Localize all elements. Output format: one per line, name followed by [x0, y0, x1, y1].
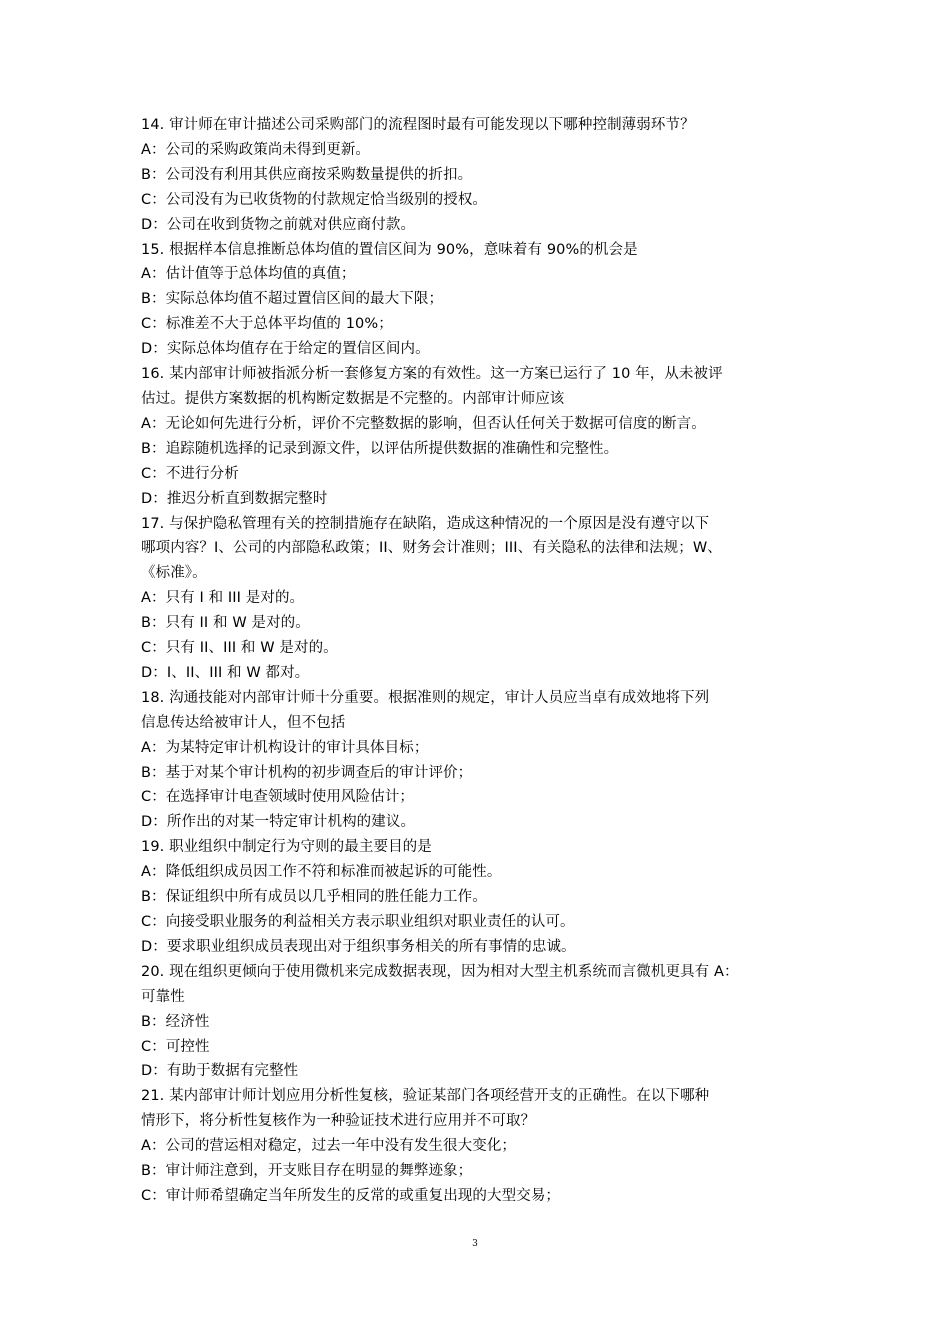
text-line: 20. 现在组织更倾向于使用微机来完成数据表现，因为相对大型主机系统而言微机更具有 A： — [141, 963, 739, 980]
text-line: A：降低组织成员因工作不符和标准而被起诉的可能性。 — [141, 864, 502, 881]
text-line: B：基于对某个审计机构的初步调查后的审计评价； — [141, 764, 473, 781]
text-line: A：为某特定审计机构设计的审计具体目标； — [141, 739, 429, 756]
text-line: B：只有 II 和 W 是对的。 — [141, 615, 310, 632]
text-line: A：无论如何先进行分析，评价不完整数据的影响，但否认任何关于数据可信度的断言。 — [141, 415, 706, 432]
text-line: 15. 根据样本信息推断总体均值的置信区间为 90%，意味着有 90%的机会是 — [141, 241, 638, 258]
text-line: 17. 与保护隐私管理有关的控制措施存在缺陷，造成这种情况的一个原因是没有遵守以下 — [141, 515, 710, 532]
text-line: A：公司的营运相对稳定，过去一年中没有发生很大变化； — [141, 1138, 517, 1155]
question-text-block — [141, 113, 822, 1209]
text-line: 14. 审计师在审计描述公司采购部门的流程图时最有可能发现以下哪种控制薄弱环节？ — [141, 117, 695, 133]
text-line: 18. 沟通技能对内部审计师十分重要。根据准则的规定，审计人员应当卓有成效地将下列 — [141, 689, 710, 706]
text-line: 情形下，将分析性复核作为一种验证技术进行应用并不可取？ — [141, 1113, 536, 1130]
text-line: B：追踪随机选择的记录到源文件，以评估所提供数据的准确性和完整性。 — [141, 440, 619, 457]
text-line: 信息传达给被审计人，但不包括 — [141, 714, 346, 731]
text-line: D：所作出的对某一特定审计机构的建议。 — [141, 814, 416, 831]
text-line: A：只有 I 和 III 是对的。 — [141, 590, 305, 607]
text-line: 16. 某内部审计师被指派分析一套修复方案的有效性。这一方案已运行了 10 年，从未被评 — [141, 366, 723, 383]
text-line: C：不进行分析 — [141, 465, 239, 482]
text-line: A：估计值等于总体均值的真值； — [141, 266, 356, 283]
page-number: 3 — [472, 1239, 478, 1249]
text-line: C：在选择审计电查领域时使用风险估计； — [141, 789, 415, 806]
text-line: D：有助于数据有完整性 — [141, 1063, 299, 1080]
text-line: 估过。提供方案数据的机构断定数据是不完整的。内部审计师应该 — [141, 390, 565, 407]
text-line: 21. 某内部审计师计划应用分析性复核，验证某部门各项经营开支的正确性。在以下哪种 — [141, 1088, 710, 1105]
text-line: D：I、II、III 和 W 都对。 — [141, 664, 310, 681]
text-line: C：只有 II、III 和 W 是对的。 — [141, 640, 338, 657]
text-line: D：要求职业组织成员表现出对于组织事务相关的所有事情的忠诚。 — [141, 938, 576, 955]
text-line: 19. 职业组织中制定行为守则的最主要目的是 — [141, 839, 432, 856]
text-line: B：实际总体均值不超过置信区间的最大下限； — [141, 291, 444, 308]
text-line: D：推迟分析直到数据完整时 — [141, 490, 328, 507]
text-line: 哪项内容？I、公司的内部隐私政策；II、财务会计准则；III、有关隐私的法律和法规；W、 — [141, 540, 722, 557]
text-line: D：实际总体均值存在于给定的置信区间内。 — [141, 341, 430, 358]
text-line: C：可控性 — [141, 1038, 210, 1055]
text-line: C：向接受职业服务的利益相关方表示职业组织对职业责任的认可。 — [141, 914, 575, 930]
text-line: B：经济性 — [141, 1013, 210, 1030]
text-line: C：审计师希望确定当年所发生的反常的或重复出现的大型交易； — [141, 1187, 561, 1204]
text-line: 《标准》。 — [141, 565, 207, 582]
text-line: 可靠性 — [141, 988, 185, 1005]
text-line: C：公司没有为已收货物的付款规定恰当级别的授权。 — [141, 191, 488, 208]
text-line: A：公司的采购政策尚未得到更新。 — [141, 141, 371, 158]
text-line: D：公司在收到货物之前就对供应商付款。 — [141, 216, 416, 233]
text-line: B：审计师注意到，开支账目存在明显的舞弊迹象； — [141, 1163, 473, 1180]
text-line: B：保证组织中所有成员以几乎相同的胜任能力工作。 — [141, 889, 487, 906]
text-line: C：标准差不大于总体平均值的 10%； — [141, 316, 393, 333]
text-line: B：公司没有利用其供应商按采购数量提供的折扣。 — [141, 166, 473, 183]
